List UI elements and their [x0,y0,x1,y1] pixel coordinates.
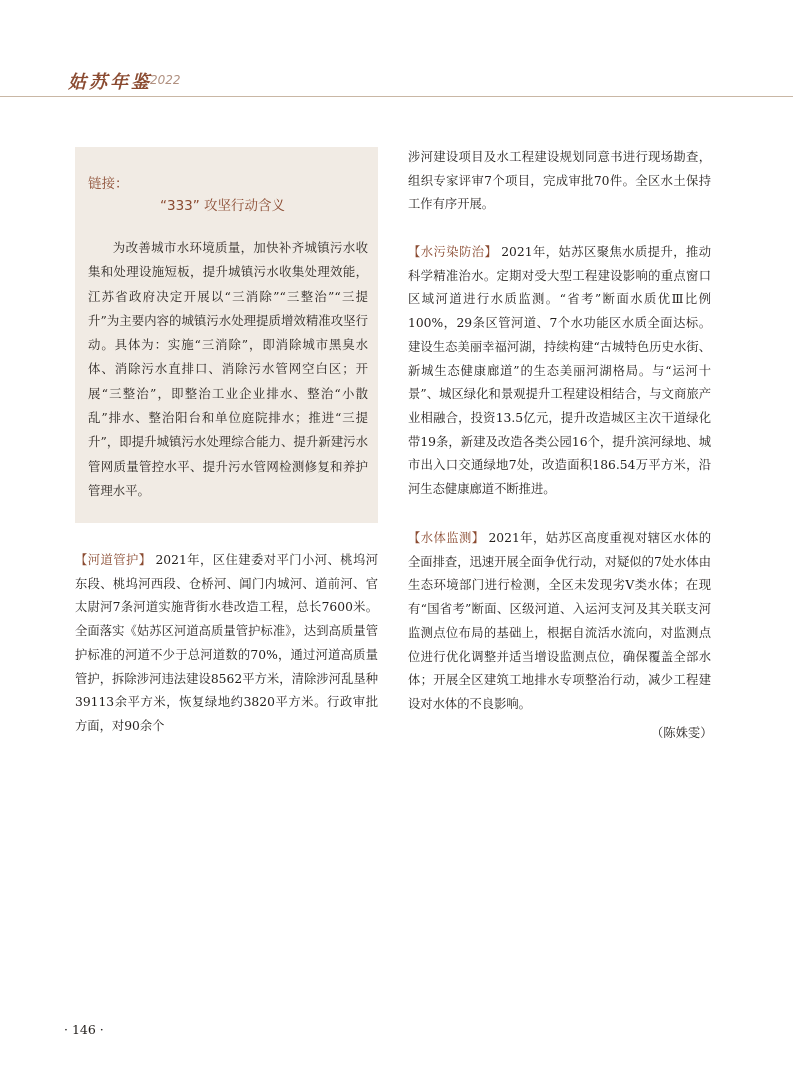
river-management-paragraph [75,549,378,739]
water-monitoring-tag: 【水体监测】 [408,531,485,545]
water-monitoring-text: 2021年，姑苏区高度重视对辖区水体的全面排查，迅速开展全面争优行动，对疑似的7处水体由生态环境部门进行检测，全区未发现劣Ⅴ类水体；在现有“国省考”断面、区级河道、入运河支河及其关联支河监测点位布局的基础上，根据自流活水流向，对监测点位进行优化调整并适当增设监测点位，确保覆盖全部水体；开展全区建筑工地排水专项整治行动，减少工程建设对水体的不良影响。 [408,531,711,711]
sidebar-paragraph: 为改善城市水环境质量，加快补齐城镇污水收集和处理设施短板，提升城镇污水收集处理效能，江苏省政府决定开展以“三消除”“三整治”“三提升”为主要内容的城镇污水处理提质增效精准攻坚行动。具体为：实施“三消除”，即消除城市黑臭水体、消除污水直排口、消除污水管网空白区；开展“三整治”，即整治工业企业排水、整治“小散乱”排水、整治阳台和单位庭院排水；推进“三提升”，即提升城镇污水处理综合能力、提升新建污水管网质量管控水平、提升污水管网检测修复和养护管理水平。 [88,240,368,498]
sidebar-body [88,236,368,503]
author-credit: （陈姝雯） [651,726,713,740]
river-management-text: 2021年，区住建委对平门小河、桃坞河东段、桃坞河西段、仓桥河、阊门内城河、道前河、官太尉河7条河道实施背街水巷改造工程，总长7600米。全面落实《姑苏区河道高质量管护标准》，达到高质量管护标准的河道不少于总河道数的70%，通过河道高质量管护，拆除涉河违法建设8562平方米，清除涉河乱垦种39113余平方米，恢复绿地约3820平方米。行政审批方面，对90余个 [75,553,378,733]
water-monitoring-paragraph [408,527,711,717]
yearbook-year: 2022 [150,73,181,87]
sidebar-label: 链接： [88,176,129,192]
header-divider [0,96,793,97]
sidebar-title: “333” 攻坚行动含义 [160,198,286,214]
water-pollution-text: 2021年，姑苏区聚焦水质提升，推动科学精准治水。定期对受大型工程建设影响的重点窗口区域河道进行水质监测。“省考”断面水质优Ⅲ比例100%，29条区管河道、7个水功能区水质全面达标。建设生态美丽幸福河湖，持续构建“古城特色历史水街、新城生态健康廊道”的生态美丽河湖格局。与“运河十景”、城区绿化和景观提升工程建设相结合，与文商旅产业相融合，投资13.5亿元，提升改造城区主次干道绿化带19条，新建及改造各类公园16个，提升滨河绿地、城市出入口交通绿地7处，改造面积186.54万平方米，沿河生态健康廊道不断推进。 [408,245,711,497]
continuation-text: 涉河建设项目及水工程建设规划同意书进行现场勘查，组织专家评审7个项目，完成审批70件。全区水土保持工作有序开展。 [408,150,711,212]
river-management-tag: 【河道管护】 [75,553,152,567]
page-number: · 146 · [64,1022,104,1037]
water-pollution-paragraph [408,241,711,502]
water-pollution-tag: 【水污染防治】 [408,245,498,259]
continuation-paragraph [408,146,711,217]
yearbook-title: 姑苏年鉴 [68,72,152,93]
